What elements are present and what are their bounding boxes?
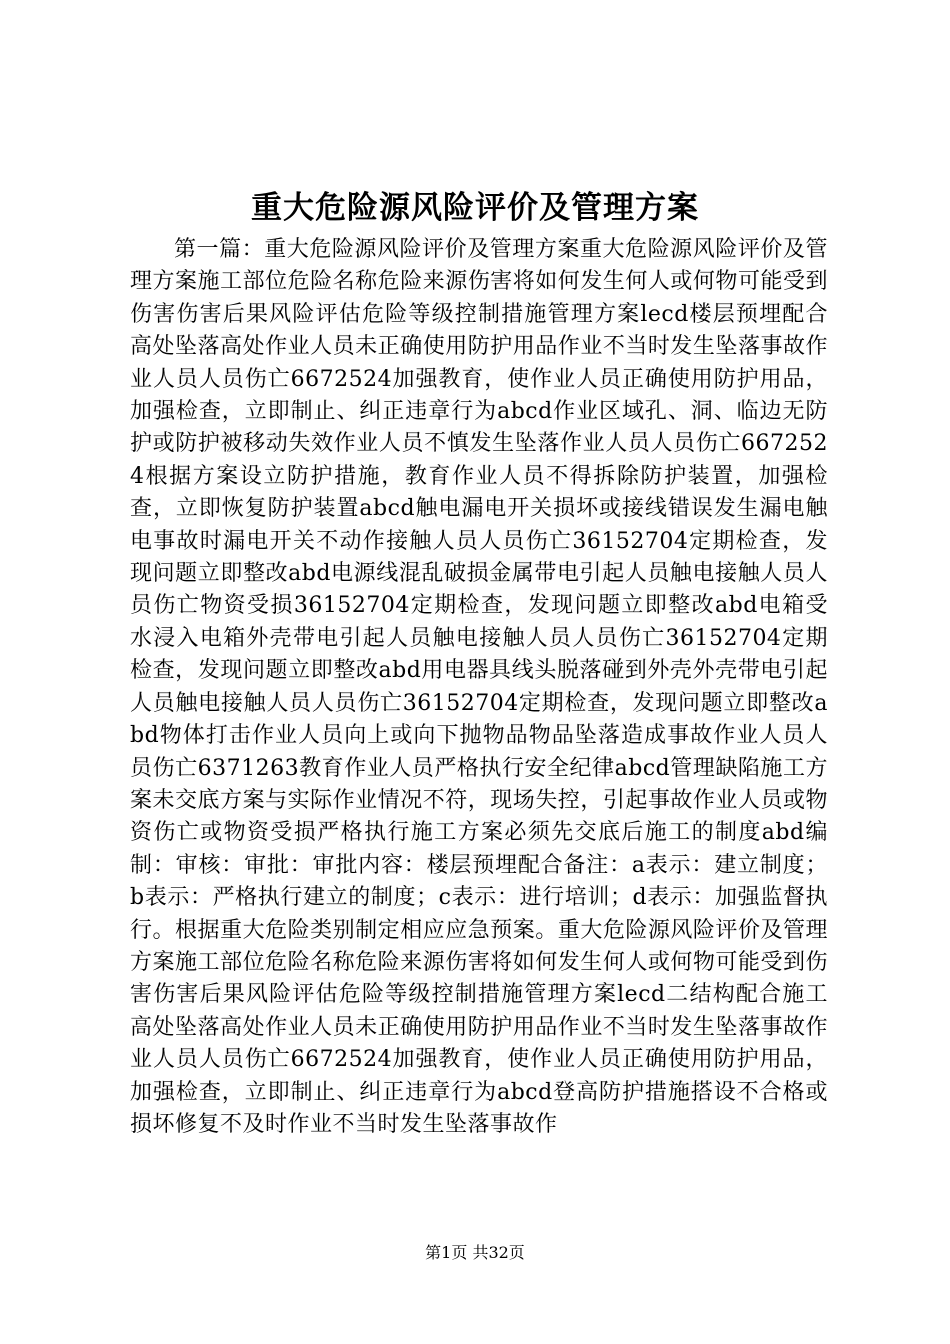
document-title: 重大危险源风险评价及管理方案 <box>251 190 699 226</box>
document-body: 第一篇：重大危险源风险评价及管理方案重大危险源风险评价及管理方案施工部位危险名称危险来源伤害将如何发生何人或何物可能受到伤害伤害后果风险评估危险等级控制措施管理方案lecd楼层预埋配合高处坠落高处作业人员未正确使用防护用品作业不当时发生坠落事故作业人员人员伤亡6672524加强教育，使作业人员正确使用防护用品，加强检查，立即制止、纠正违章行为abcd作业区域孔、洞、临边无防护或防护被移动失效作业人员不慎发生坠落作业人员人员伤亡6672524根据方案设立防护措施，教育作业人员不得拆除防护装置，加强检查，立即恢复防护装置abcd触电漏电开关损坏或接线错误发生漏电触电事故时漏电开关不动作接触人员人员伤亡36152704定期检查，发现问题立即整改abd电源线混乱破损金属带电引起人员触电接触人员人员伤亡物资受损36152704定期检查，发现问题立即整改abd电箱受水浸入电箱外壳带电引起人员触电接触人员人员伤亡36152704定期检查，发现问题立即整改abd用电器具线头脱落碰到外壳外壳带电引起人员触电接触人员人员伤亡36152704定期检查，发现问题立即整改abd物体打击作业人员向上或向下抛物品物品坠落造成事故作业人员人员伤亡6371263教育作业人员严格执行安全纪律abcd管理缺陷施工方案未交底方案与实际作业情况不符，现场失控，引起事故作业人员或物资伤亡或物资受损严格执行施工方案必须先交底后施工的制度abd编制：审核：审批：审批内容：楼层预埋配合备注：a表示：建立制度；b表示：严格执行建立的制度；c表示：进行培训；d表示：加强监督执行。根据重大危险类别制定相应应急预案。重大危险源风险评价及管理方案施工部位危险名称危险来源伤害将如何发生何人或何物可能受到伤害伤害后果风险评估危险等级控制措施管理方案lecd二结构配合施工高处坠落高处作业人员未正确使用防护用品作业不当时发生坠落事故作业人员人员伤亡6672524加强教育，使作业人员正确使用防护用品，加强检查，立即制止、纠正违章行为abcd登高防护措施搭设不合格或损坏修复不及时作业不当时发生坠落事故作 <box>130 237 828 1137</box>
page-number: 第1页 共32页 <box>425 1243 525 1262</box>
